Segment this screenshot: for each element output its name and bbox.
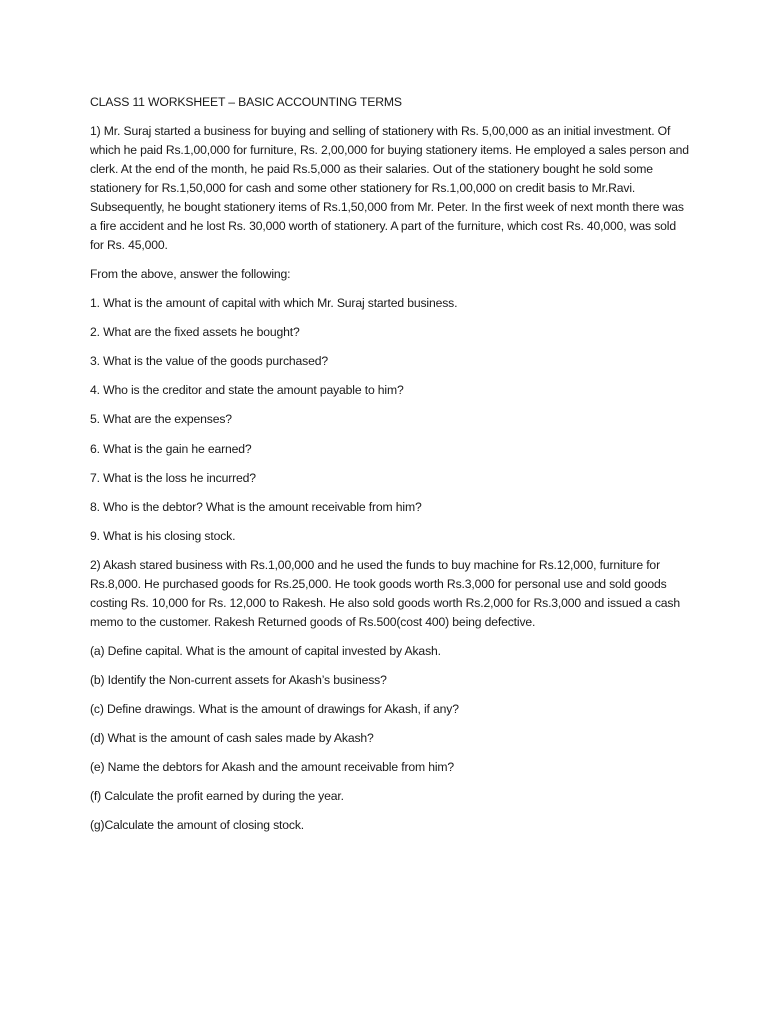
worksheet-title: CLASS 11 WORKSHEET – BASIC ACCOUNTING TERMS [90,95,402,109]
problem-1-question-1: 1. What is the amount of capital with which Mr. Suraj started business. [90,296,458,311]
problem-2-question-g: (g)Calculate the amount of closing stock. [90,818,305,833]
problem-1-instruction: From the above, answer the following: [90,266,291,281]
problem-1-question-3: 3. What is the value of the goods purchased? [90,354,328,369]
problem-1-question-2: 2. What are the fixed assets he bought? [90,325,300,340]
problem-1-question-7: 7. What is the loss he incurred? [90,470,256,485]
problem-2-question-c: (c) Define drawings. What is the amount of drawings for Akash, if any? [90,701,459,716]
problem-1-question-9: 9. What is his closing stock. [90,528,236,543]
problem-1-question-8: 8. Who is the debtor? What is the amount receivable from him? [90,499,422,514]
worksheet-page [90,93,690,845]
problem-2-question-f: (f) Calculate the profit earned by during the year. [90,789,344,804]
problem-2-question-e: (e) Name the debtors for Akash and the amount receivable from him? [90,760,455,775]
problem-2-question-b: (b) Identify the Non-current assets for Akash’s business? [90,672,387,687]
problem-1-text: 1) Mr. Suraj started a business for buying and selling of stationery with Rs. 5,00,000 as an initial investment. Of which he paid Rs.1,00,000 for furniture, Rs. 2,00,000 for buying stationery items. He employed a sales person and clerk. At the end of the month, he paid Rs.5,000 as their salaries. Out of the stationery bought he sold some stationery for Rs.1,50,000 for cash and some other stationery for Rs.1,00,000 on credit basis to Mr.Ravi. Subsequently, he bought stationery items of Rs.1,50,000 from Mr. Peter. In the first week of next month there was a fire accident and he lost Rs. 30,000 worth of stationery. A part of the furniture, which cost Rs. 40,000, was sold for Rs. 45,000. [90,124,689,252]
problem-2-question-a: (a) Define capital. What is the amount of capital invested by Akash. [90,643,441,658]
problem-2-question-d: (d) What is the amount of cash sales made by Akash? [90,730,374,745]
problem-1-question-4: 4. Who is the creditor and state the amount payable to him? [90,383,404,398]
problem-1-question-5: 5. What are the expenses? [90,412,232,427]
problem-1-question-6: 6. What is the gain he earned? [90,441,252,456]
problem-2-text: 2) Akash stared business with Rs.1,00,000 and he used the funds to buy machine for Rs.12,000, furniture for Rs.8,000. He purchased goods for Rs.25,000. He took goods worth Rs.3,000 for personal use and sold goods costing Rs. 10,000 for Rs. 12,000 to Rakesh. He also sold goods worth Rs.2,000 for Rs.3,000 and issued a cash memo to the customer. Rakesh Returned goods of Rs.500(cost 400) being defective. [90,557,680,629]
